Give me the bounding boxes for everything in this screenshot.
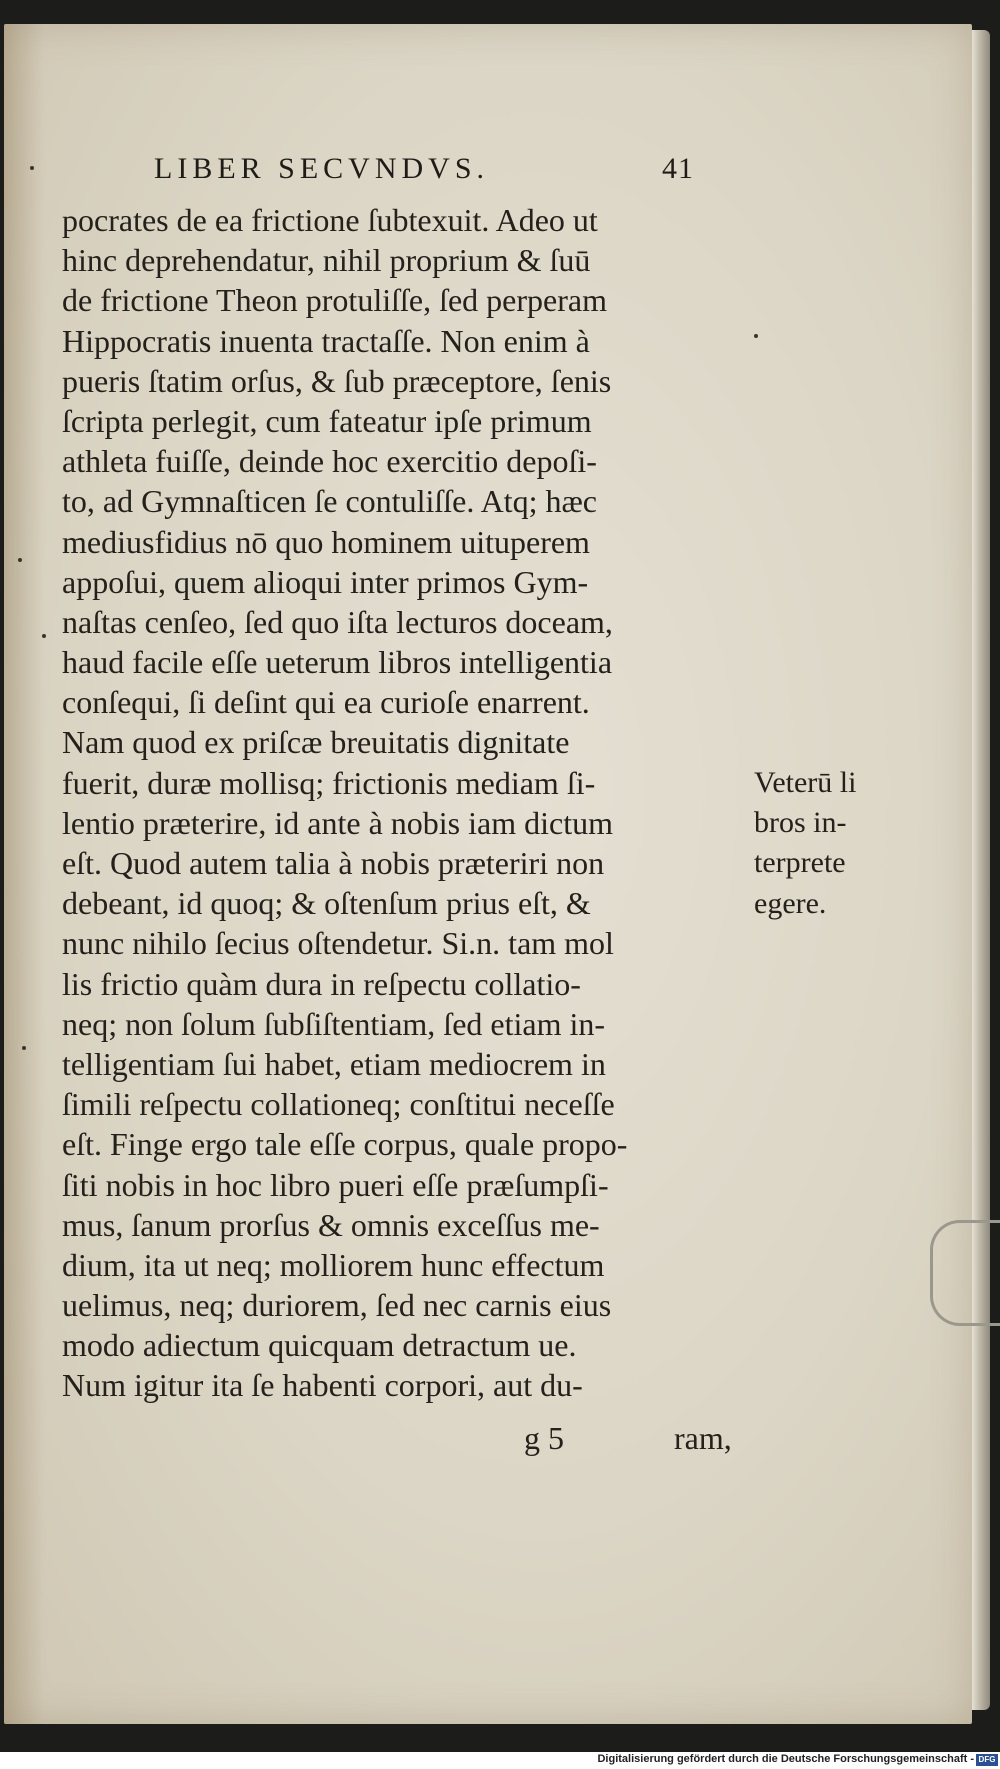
text-line: eſt. Finge ergo tale eſſe corpus, quale propo- bbox=[62, 1126, 628, 1163]
text-line: fuerit, duræ mollisq; frictionis mediam ſi- bbox=[62, 764, 596, 801]
signature-mark: g 5 bbox=[524, 1420, 564, 1456]
marginal-note-line: Veterū li bbox=[754, 766, 857, 799]
dfg-logo-icon: DFG bbox=[976, 1754, 998, 1766]
text-line: conſequi, ſi deſint qui ea curioſe enarrent. bbox=[62, 684, 590, 721]
text-line: debeant, id quoq; & oſtenſum prius eſt, & bbox=[62, 885, 591, 922]
text-line: mus, ſanum prorſus & omnis exceſſus me- bbox=[62, 1206, 600, 1243]
text-line: athleta fuiſſe, deinde hoc exercitio depoſi- bbox=[62, 443, 597, 480]
speck bbox=[22, 1046, 26, 1050]
text-line: naſtas cenſeo, ſed quo iſta lecturos doceam, bbox=[62, 603, 613, 640]
text-line: Num igitur ita ſe habenti corpori, aut du- bbox=[62, 1367, 583, 1404]
marginal-note-line: egere. bbox=[754, 886, 827, 920]
text-line: pocrates de ea frictione ſubtexuit. Adeo ut bbox=[62, 202, 598, 238]
marginal-note-line: bros in- bbox=[754, 806, 847, 840]
text-line: pueris ſtatim orſus, & ſub præceptore, ſenis bbox=[62, 362, 612, 399]
text-line: mediusfidius nō quo hominem uituperem bbox=[62, 523, 590, 560]
text-line: nunc nihilo ſecius oſtendetur. Si.n. tam mol bbox=[62, 925, 614, 962]
body-text bbox=[62, 200, 762, 1406]
text-line: appoſui, quem alioqui inter primos Gym- bbox=[62, 563, 589, 600]
catchword: ram, bbox=[674, 1420, 732, 1456]
text-line: eſt. Quod autem talia à nobis præteriri non bbox=[62, 845, 605, 881]
text-line: Nam quod ex priſcæ breuitatis dignitate bbox=[62, 724, 570, 761]
speck bbox=[18, 558, 22, 562]
speck bbox=[42, 634, 46, 638]
text-line: haud facile eſſe ueterum libros intelligentia bbox=[62, 644, 613, 681]
text-line: hinc deprehendatur, nihil proprium & ſuū bbox=[62, 242, 591, 279]
text-line: dium, ita ut neq; molliorem hunc effectum bbox=[62, 1246, 605, 1283]
folio-number: 41 bbox=[662, 152, 694, 185]
text-line: neq; non ſolum ſubſiſtentiam, ſed etiam in- bbox=[62, 1005, 606, 1042]
text-line: Hippocratis inuenta tractaſſe. Non enim à bbox=[62, 322, 590, 359]
speck bbox=[30, 166, 34, 170]
signature-line bbox=[524, 1420, 764, 1457]
text-line: ſiti nobis in hoc libro pueri eſſe præſumpſi- bbox=[62, 1166, 609, 1203]
clip-mark bbox=[930, 1220, 1000, 1326]
text-line: to, ad Gymnaſticen ſe contuliſſe. Atq; hæc bbox=[62, 483, 597, 520]
text-line: lis frictio quàm dura in reſpectu collatio- bbox=[62, 965, 581, 1002]
text-line: de frictione Theon protuliſſe, ſed perperam bbox=[62, 282, 607, 319]
text-line: uelimus, neq; duriorem, ſed nec carnis eius bbox=[62, 1287, 612, 1324]
running-head-title: LIBER SECVNDVS. bbox=[154, 152, 490, 185]
text-line: telligentiam ſui habet, etiam mediocrem in bbox=[62, 1045, 606, 1082]
book-page bbox=[4, 24, 972, 1724]
text-line: ſcripta perlegit, cum fateatur ipſe primum bbox=[62, 402, 592, 439]
marginal-note bbox=[754, 763, 856, 924]
text-line: modo adiectum quicquam detractum ue. bbox=[62, 1327, 577, 1364]
text-line: lentio præterire, id ante à nobis iam dictum bbox=[62, 804, 613, 841]
running-head bbox=[154, 152, 754, 186]
digitization-credit: Digitalisierung gefördert durch die Deutsche Forschungsgemeinschaft - bbox=[597, 1753, 974, 1765]
text-line: ſimili reſpectu collationeq; conſtitui neceſſe bbox=[62, 1086, 615, 1123]
marginal-note-line: terprete bbox=[754, 846, 846, 880]
